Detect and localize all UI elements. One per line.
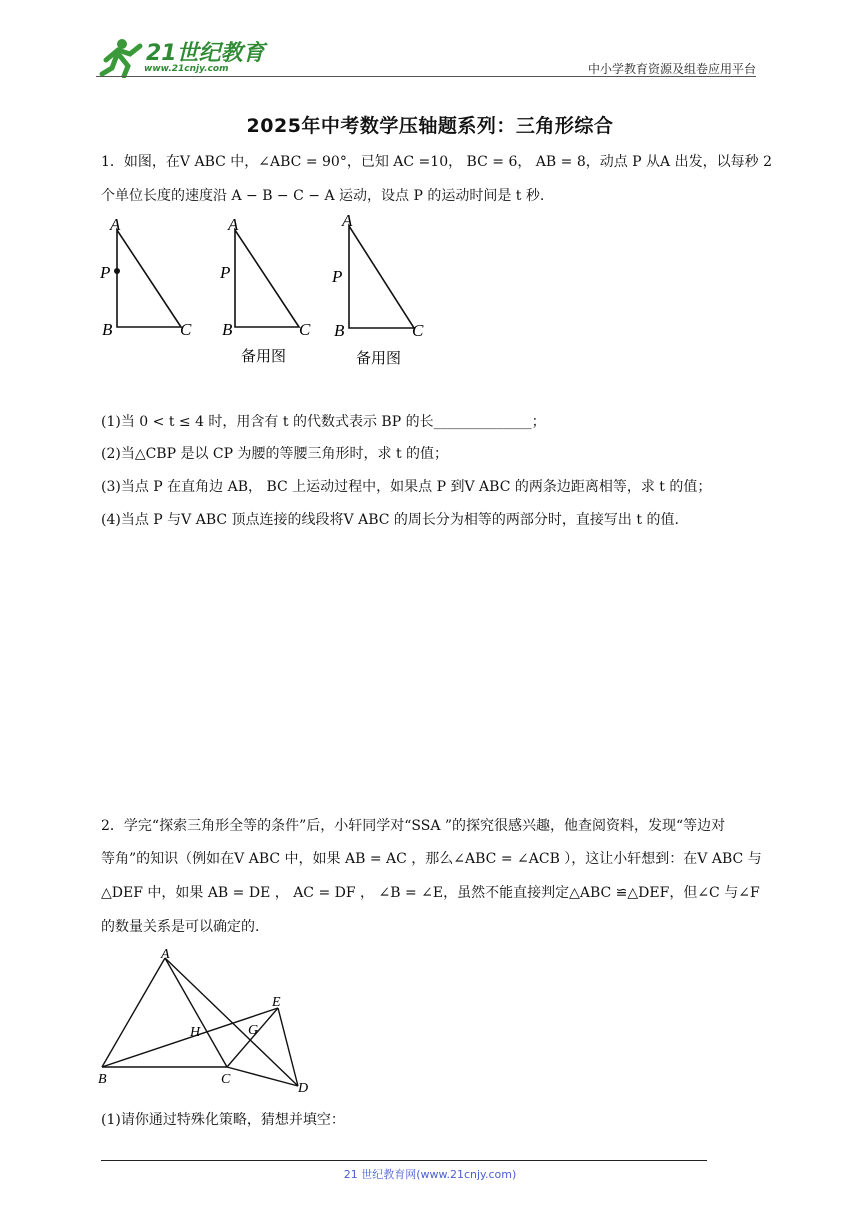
label-B: B	[102, 320, 113, 339]
q2-line-4: 的数量关系是可以确定的.	[101, 919, 260, 935]
label-P: P	[100, 263, 111, 282]
label-A: A	[228, 215, 239, 234]
footer-divider	[101, 1160, 707, 1161]
logo-main-text: 21世纪教育	[146, 41, 265, 66]
q2-sub-1: (1)请你通过特殊化策略，猜想并填空：	[101, 1112, 345, 1128]
q1-line-2: 个单位长度的速度沿 A − B − C − A 运动，设点 P 的运动时间是 t 秒.	[101, 188, 545, 204]
q1-figures	[96, 210, 436, 370]
label-B: B	[222, 320, 233, 339]
q1-sub-3: (3)当点 P 在直角边 AB， BC 上运动过程中，如果点 P 到V ABC 的两条边距离相等，求 t 的值；	[101, 479, 712, 495]
label-P: P	[332, 267, 343, 286]
label-B: B	[334, 321, 345, 340]
q1-figure-main	[99, 215, 192, 339]
label-G: G	[248, 1023, 259, 1038]
label-C: C	[221, 1072, 231, 1087]
q2-figure	[90, 944, 330, 1100]
label-H: H	[190, 1025, 201, 1040]
q2-line-2: 等角”的知识（例如在V ABC 中，如果 AB = AC ，那么∠ABC = ∠ACB ），这让小轩想到：在V ABC 与	[101, 851, 762, 867]
platform-name: 中小学教育资源及组卷应用平台	[587, 62, 756, 76]
label-A: A	[161, 947, 170, 962]
q1-figure-spare-1	[219, 215, 311, 365]
label-C: C	[412, 321, 424, 340]
label-A: A	[110, 215, 121, 234]
label-C: C	[180, 320, 192, 339]
q2-line-3: △DEF 中，如果 AB = DE ， AC = DF ， ∠B = ∠E，虽然不能直接判定△ABC ≌△DEF，但∠C 与∠F	[101, 885, 760, 901]
spare-caption: 备用图	[356, 349, 402, 367]
q1-figure-spare-2	[331, 211, 424, 367]
label-P: P	[220, 263, 231, 282]
q1-line-1: 1．如图，在V ABC 中，∠ABC = 90°，已知 AC =10， BC = 6， AB = 8，动点 P 从A 出发，以每秒 2	[101, 154, 772, 170]
q2-line-1: 2．学完“探索三角形全等的条件”后，小轩同学对“SSA ”的探究很感兴趣，他查阅资料，发现“等边对	[101, 818, 726, 834]
label-E: E	[272, 995, 281, 1010]
label-A: A	[342, 211, 353, 230]
footer-text[interactable]: 21 世纪教育网(www.21cnjy.com)	[343, 1168, 517, 1181]
header-divider	[96, 76, 756, 77]
label-C: C	[299, 320, 311, 339]
spare-caption: 备用图	[241, 347, 287, 365]
q1-sub-4: (4)当点 P 与V ABC 顶点连接的线段将V ABC 的周长分为相等的两部分时，直接写出 t 的值.	[101, 512, 679, 528]
logo-url-text: www.21cnjy.com	[144, 64, 229, 74]
label-B: B	[98, 1072, 107, 1087]
q1-sub-1: (1)当 0 < t ≤ 4 时，用含有 t 的代数式表示 BP 的长______________；	[101, 414, 546, 430]
page-title: 2025年中考数学压轴题系列：三角形综合	[246, 115, 614, 137]
q1-sub-2: (2)当△CBP 是以 CP 为腰的等腰三角形时，求 t 的值；	[101, 446, 449, 462]
label-D: D	[298, 1081, 309, 1096]
